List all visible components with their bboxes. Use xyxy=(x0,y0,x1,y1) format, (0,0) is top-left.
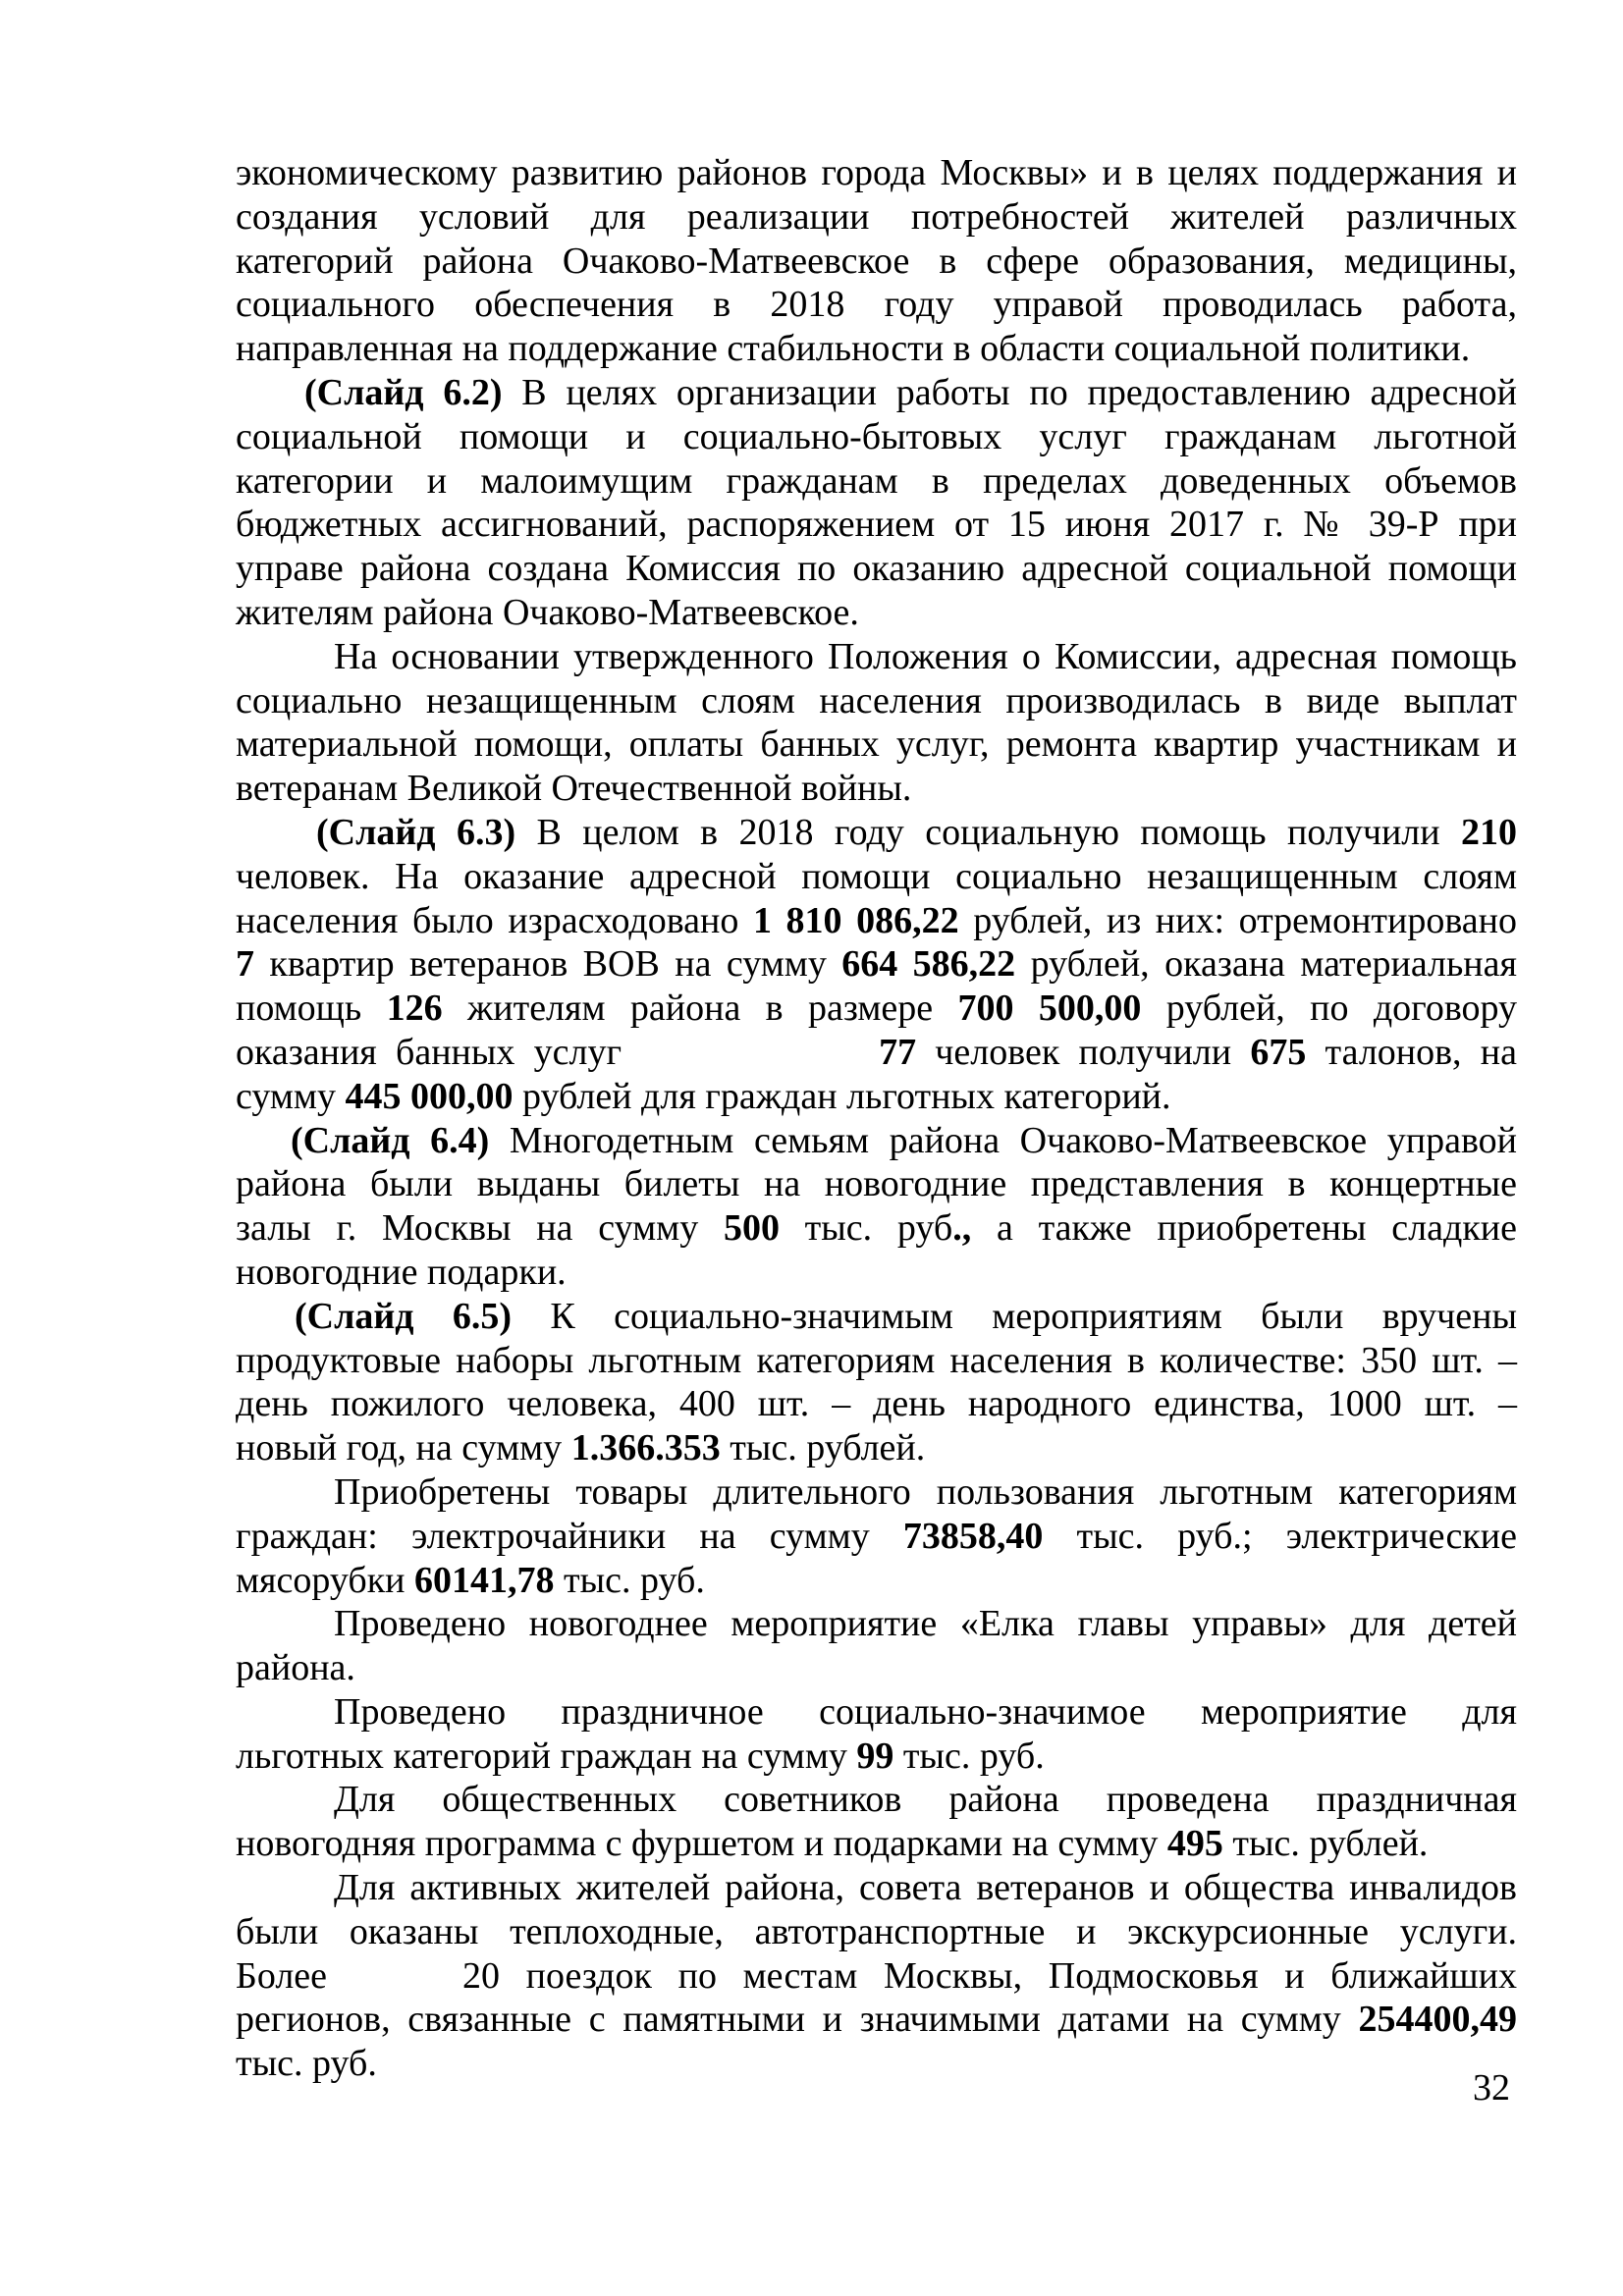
text-line: Приобретены товары длительного пользования льготным категориям xyxy=(334,1470,1517,1513)
slide-ref: (Слайд 6.3) xyxy=(316,811,516,853)
text-line: день пожилого человека, 400 шт. – день народного единства, 1000 шт. – xyxy=(236,1383,1517,1425)
text-line: Проведено праздничное социально-значимое мероприятие для xyxy=(334,1690,1517,1733)
text-line: Для общественных советников района проведена праздничная xyxy=(334,1779,1517,1821)
text-line: направленная на поддержание стабильности в области социальной политики. xyxy=(236,328,1471,370)
text-line: ветеранам Великой Отечественной войны. xyxy=(236,768,912,810)
text-line: (Слайд 6.4) Многодетным семьям района Очаково-Матвеевское управой xyxy=(291,1119,1517,1161)
text-line: помощь 126 жителям района в размере 700 500,00 рублей, по договору xyxy=(236,988,1518,1030)
text-line: населения было израсходовано 1 810 086,22 рублей, из них: отремонтировано xyxy=(236,899,1517,941)
text-line: Для активных жителей района, совета ветеранов и общества инвалидов xyxy=(334,1867,1517,1909)
text-line: создания условий для реализации потребностей жителей различных xyxy=(236,195,1517,238)
text-line: человек. На оказание адресной помощи социально незащищенным слоям xyxy=(236,855,1517,897)
body-text xyxy=(236,151,1517,2086)
text-line: На основании утвержденного Положения о Комиссии, адресная помощь xyxy=(334,635,1517,677)
text-line: Более 20 поездок по местам Москвы, Подмосковья и ближайших xyxy=(236,1954,1517,1997)
text-line: тыс. руб. xyxy=(236,2043,377,2085)
text-line: материальной помощи, оплаты банных услуг, ремонта квартир участникам и xyxy=(236,723,1517,766)
text-line: экономическому развитию районов города Москвы» и в целях поддержания и xyxy=(236,152,1517,193)
text-line: продуктовые наборы льготным категориям населения в количестве: 350 шт. – xyxy=(236,1339,1517,1381)
text-line: социального обеспечения в 2018 году управой проводилась работа, xyxy=(236,284,1517,326)
text-line: (Слайд 6.5) К социально-значимым мероприятиям были вручены xyxy=(295,1295,1517,1337)
text-line: жителям района Очаково-Матвеевское. xyxy=(236,591,859,633)
text-line: регионов, связанные с памятными и значимыми датами на сумму 254400,49 xyxy=(236,1999,1517,2041)
text-line: граждан: электрочайники на сумму 73858,40 тыс. руб.; электрические xyxy=(236,1515,1518,1557)
text-line: мясорубки 60141,78 тыс. руб. xyxy=(236,1559,705,1601)
text-line: (Слайд 6.2) В целях организации работы по предоставлению адресной xyxy=(304,371,1517,413)
text-line: района были выданы билеты на новогодние представления в концертные xyxy=(236,1163,1517,1205)
text-line: 7 квартир ветеранов ВОВ на сумму 664 586,22 рублей, оказана материальная xyxy=(236,943,1517,986)
text-line: льготных категорий граждан на сумму 99 тыс. руб. xyxy=(236,1735,1045,1777)
text-line: оказания банных услуг 77 человек получили 675 талонов, на xyxy=(236,1031,1517,1073)
page-number: 32 xyxy=(1473,2067,1510,2109)
text-line: были оказаны теплоходные, автотранспортные и экскурсионные услуги. xyxy=(236,1910,1517,1952)
text-line: района. xyxy=(236,1647,355,1689)
text-line: управе района создана Комиссия по оказанию адресной социальной помощи xyxy=(236,548,1517,590)
slide-ref: (Слайд 6.2) xyxy=(304,371,503,413)
text-line: бюджетных ассигнований, распоряжением от 15 июня 2017 г. № 39-Р при xyxy=(236,504,1517,546)
text-line: Проведено новогоднее мероприятие «Елка главы управы» для детей xyxy=(334,1603,1517,1645)
text-line: категорий района Очаково-Матвеевское в сфере образования, медицины, xyxy=(236,240,1517,282)
text-line: социальной помощи и социально-бытовых услуг гражданам льготной xyxy=(236,415,1517,457)
text-line: новый год, на сумму 1.366.353 тыс. рублей. xyxy=(236,1427,926,1469)
text-line: новогодняя программа с фуршетом и подарками на сумму 495 тыс. рублей. xyxy=(236,1823,1429,1865)
slide-ref: (Слайд 6.5) xyxy=(295,1295,513,1337)
text-line: социально незащищенным слоям населения производилась в виде выплат xyxy=(236,679,1517,721)
text-line: категории и малоимущим гражданам в пределах доведенных объемов xyxy=(236,459,1517,502)
slide-ref: (Слайд 6.4) xyxy=(291,1119,490,1161)
text-line: (Слайд 6.3) В целом в 2018 году социальную помощь получили 210 xyxy=(316,811,1517,853)
text-line: сумму 445 000,00 рублей для граждан льготных категорий. xyxy=(236,1075,1171,1117)
text-line: залы г. Москвы на сумму 500 тыс. руб., а также приобретены сладкие xyxy=(236,1207,1517,1250)
text-line: новогодние подарки. xyxy=(236,1251,567,1293)
